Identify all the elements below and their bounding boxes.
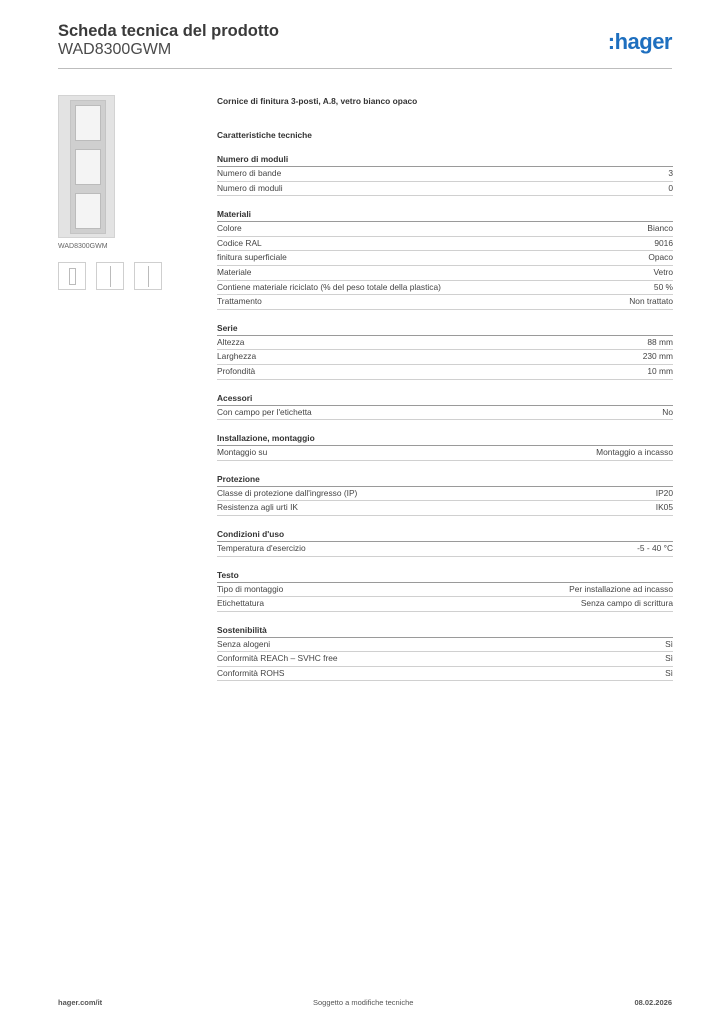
spec-label: Altezza [217, 336, 245, 347]
thumbnail-strip [58, 262, 202, 290]
section-title: Materiali [217, 209, 673, 222]
spec-section [217, 529, 673, 557]
spec-row [217, 542, 673, 557]
thumbnail-drawing [148, 266, 149, 287]
thumbnail-side[interactable] [96, 262, 124, 290]
spec-row [217, 446, 673, 461]
spec-row [217, 251, 673, 266]
product-code: WAD8300GWM [58, 41, 172, 58]
spec-label: Materiale [217, 266, 252, 277]
thumbnail-profile[interactable] [134, 262, 162, 290]
section-title: Protezione [217, 474, 673, 487]
spec-row [217, 406, 673, 421]
spec-label: Senza alogeni [217, 638, 271, 649]
section-title: Numero di moduli [217, 154, 673, 167]
spec-value: Sì [665, 638, 673, 649]
spec-row [217, 487, 673, 502]
spec-row [217, 667, 673, 682]
spec-label: Contiene materiale riciclato (% del peso totale della plastica) [217, 281, 441, 292]
spec-label: Temperatura d'esercizio [217, 542, 306, 553]
spec-row [217, 336, 673, 351]
product-image[interactable] [58, 95, 115, 238]
spec-value: 50 % [653, 281, 673, 292]
spec-value: 10 mm [647, 365, 673, 376]
page-header [58, 22, 672, 69]
frame-body [70, 100, 106, 234]
spec-value: Sì [665, 653, 673, 664]
spec-row [217, 167, 673, 182]
spec-label: Conformità REACh – SVHC free [217, 653, 338, 664]
spec-label: Classe di protezione dall'ingresso (IP) [217, 487, 358, 498]
spec-label: Tipo di montaggio [217, 583, 284, 594]
spec-label: Etichettatura [217, 598, 265, 609]
frame-window [75, 105, 101, 141]
spec-label: Profondità [217, 365, 256, 376]
spec-value: 9016 [654, 237, 673, 248]
spec-value: IP20 [655, 487, 673, 498]
spec-label: Resistenza agli urti IK [217, 502, 298, 513]
spec-row [217, 501, 673, 516]
spec-row [217, 350, 673, 365]
section-title: Condizioni d'uso [217, 529, 673, 542]
spec-row [217, 652, 673, 667]
spec-value: Sì [665, 667, 673, 678]
footer-website-link[interactable]: hager.com/it [58, 998, 103, 1007]
spec-row [217, 365, 673, 380]
spec-label: Conformità ROHS [217, 667, 285, 678]
frame-window [75, 193, 101, 229]
spec-row [217, 266, 673, 281]
spec-row [217, 583, 673, 598]
spec-label: Numero di bande [217, 168, 282, 178]
spec-label: Montaggio su [217, 447, 268, 458]
spec-value: IK05 [655, 502, 673, 513]
spec-row [217, 222, 673, 237]
product-description: Cornice di finitura 3-posti, A.8, vetro bianco opaco [217, 96, 418, 106]
spec-section [217, 474, 673, 516]
image-caption: WAD8300GWM [58, 243, 108, 250]
frame-window [75, 149, 101, 185]
spec-section [217, 570, 673, 612]
spec-label: finitura superficiale [217, 252, 287, 263]
spec-value: Non trattato [629, 296, 673, 307]
product-images [58, 95, 202, 290]
spec-row [217, 237, 673, 252]
spec-section [217, 323, 673, 380]
spec-row [217, 281, 673, 296]
spec-label: Numero di moduli [217, 182, 283, 193]
spec-value: Per installazione ad incasso [569, 583, 673, 594]
spec-value: -5 - 40 °C [637, 542, 673, 553]
spec-label: Colore [217, 223, 242, 234]
footer-date: 08.02.2026 [634, 998, 672, 1007]
spec-section [217, 209, 673, 310]
spec-section [217, 154, 673, 196]
spec-section [217, 625, 673, 682]
spec-label: Trattamento [217, 296, 262, 307]
section-title: Installazione, montaggio [217, 433, 673, 446]
section-title: Sostenibilità [217, 625, 673, 638]
tech-specs-title: Caratteristiche tecniche [217, 130, 312, 140]
spec-value: No [662, 406, 673, 417]
spec-label: Con campo per l'etichetta [217, 406, 312, 417]
spec-section [217, 433, 673, 461]
spec-label: Larghezza [217, 351, 257, 362]
spec-section [217, 393, 673, 421]
spec-row [217, 295, 673, 310]
spec-value: 88 mm [647, 336, 673, 347]
section-title: Serie [217, 323, 673, 336]
spec-value: Senza campo di scrittura [580, 598, 673, 609]
spec-value: Bianco [647, 223, 673, 234]
hager-logo: :hager [607, 29, 672, 54]
spec-sections [217, 154, 673, 681]
spec-value: Montaggio a incasso [596, 447, 673, 458]
thumbnail-drawing [69, 268, 76, 285]
footer-note: Soggetto a modifiche tecniche [313, 998, 414, 1007]
spec-row [217, 638, 673, 653]
section-title: Testo [217, 570, 673, 583]
page-title: Scheda tecnica del prodotto [58, 22, 279, 40]
thumbnail-drawing [110, 266, 111, 287]
spec-value: 0 [668, 182, 673, 193]
section-title: Acessori [217, 393, 673, 406]
thumbnail-front[interactable] [58, 262, 86, 290]
spec-content [217, 96, 673, 681]
spec-value: Vetro [653, 266, 673, 277]
spec-value: 230 mm [642, 351, 673, 362]
spec-value: 3 [668, 168, 673, 178]
spec-value: Opaco [648, 252, 673, 263]
spec-label: Codice RAL [217, 237, 262, 248]
spec-row [217, 182, 673, 197]
spec-row [217, 597, 673, 612]
